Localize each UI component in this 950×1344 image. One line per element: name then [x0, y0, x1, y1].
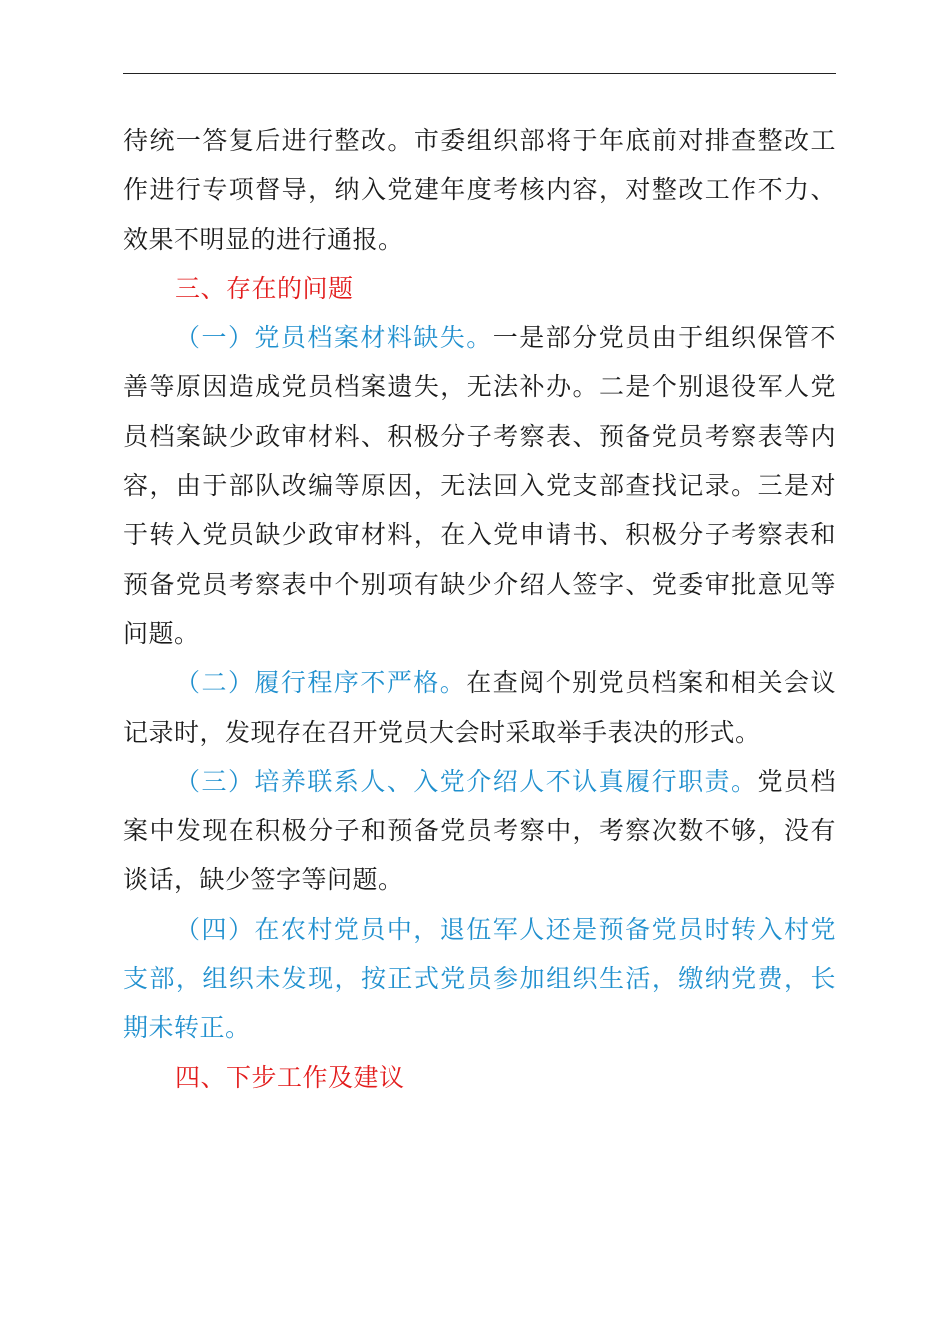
paragraph-item-4	[123, 905, 836, 1053]
paragraph-text: 待统一答复后进行整改。市委组织部将于年底前对排查整改工作进行专项督导，纳入党建年度考核内容，对整改工作不力、效果不明显的进行通报。	[123, 126, 836, 254]
header-rule	[123, 73, 836, 74]
paragraph-continuation	[123, 116, 836, 264]
item-lead: （一）党员档案材料缺失。	[175, 323, 493, 353]
section-heading-problems: 三、存在的问题	[175, 273, 354, 303]
document-body	[123, 116, 836, 1102]
paragraph-item-3	[123, 757, 836, 905]
paragraph-item-1	[123, 313, 836, 658]
item-lead: （三）培养联系人、入党介绍人不认真履行职责。	[175, 766, 758, 796]
paragraph-text: 在查阅个别党员档案和相关会议记录时，发现存在召开党员大会时采取举手表决的形式。	[123, 668, 836, 747]
paragraph-text: 党员档案中发现在积极分子和预备党员考察中，考察次数不够，没有谈话，缺少签字等问题。	[123, 766, 836, 895]
item-lead: （四）在农村党员中，退伍军人还是预备党员时转入村党支部，组织未发现，按正式党员参加组织生活，缴纳党费，长期未转正。	[123, 914, 836, 1043]
paragraph-text: 一是部分党员由于组织保管不善等原因造成党员档案遗失，无法补办。二是个别退役军人党员档案缺少政审材料、积极分子考察表、预备党员考察表等内容，由于部队改编等原因，无法回入党支部查找记录。三是对于转入党员缺少政审材料，在入党申请书、积极分子考察表和预备党员考察表中个别项有缺少介绍人签字、党委审批意见等问题。	[123, 323, 836, 648]
item-lead: （二）履行程序不严格。	[175, 668, 467, 698]
paragraph-item-2	[123, 658, 836, 757]
section-heading-next-steps: 四、下步工作及建议	[175, 1062, 405, 1092]
